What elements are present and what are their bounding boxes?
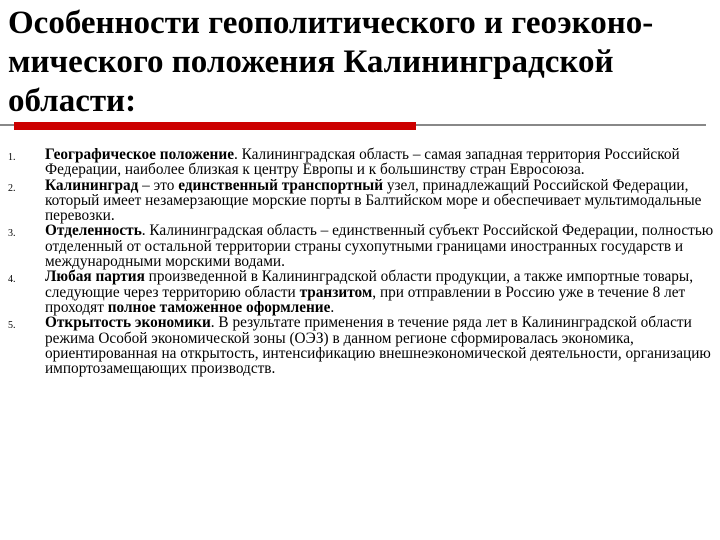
slide-title: Особенности геополитического и геоэконо-мического положения Калининградской области: <box>8 5 654 119</box>
body-text: произведенной в Калининградской области продукции, а также импортные товары, следующие через территорию области <box>45 268 694 301</box>
body-text: – это <box>138 176 179 194</box>
list-item-text <box>45 178 715 224</box>
list-item-text <box>45 315 715 376</box>
emphasis-text: Калининград <box>45 176 139 194</box>
body-text: , при отправлении в Россию уже в течение 8 лет проходят <box>45 283 686 316</box>
list-item-text <box>45 147 715 178</box>
emphasis-text: Отделенность <box>45 222 142 240</box>
body-text: узел, принадлежащий Российской Федерации, который имеет незамерзающие морские порты в Балтийском море и обеспечивает мультимодальные перевозки. <box>45 176 702 225</box>
list-item <box>0 223 720 269</box>
emphasis-text: единственный транспортный <box>178 176 384 194</box>
list-item-number: 2. <box>8 182 16 194</box>
body-text: . Калининградская область – единственный субъект Российской Федерации, полностью отделенный от остальной территории страны сухопутными границами иностранных государств и международными морскими водами. <box>45 222 714 271</box>
list-item <box>0 269 720 315</box>
list-item-number: 5. <box>8 320 16 332</box>
list-item <box>0 315 720 376</box>
emphasis-text: Географическое положение <box>45 146 234 163</box>
numbered-list <box>0 147 720 376</box>
list-item <box>0 147 720 178</box>
body-text: . Калининградская область – самая западная территория Российской Федерации, наиболее близкая к центру Европы и к большинству стран Евросоюза. <box>45 146 680 179</box>
list-item-text <box>45 223 715 269</box>
list-item-text <box>45 269 715 315</box>
emphasis-text: Открытость экономики <box>45 314 211 332</box>
emphasis-text: полное таможенное оформление <box>107 298 331 316</box>
body-text: . <box>330 298 335 316</box>
list-item <box>0 178 720 224</box>
emphasis-text: Любая партия <box>45 268 145 286</box>
list-item-number: 3. <box>8 228 16 240</box>
list-item-number: 4. <box>8 274 16 286</box>
list-item-number: 1. <box>8 152 16 163</box>
title-accent-bar <box>14 122 416 130</box>
emphasis-text: транзитом <box>299 283 373 301</box>
body-text: . В результате применения в течение ряда лет в Калининградской области режима Особой экономической зоны (ОЭЗ) в данном регионе сформировалась экономика, ориентированная на открытость, интенсификацию внешнеэкономической деятельности, организацию импортозамещающих производств. <box>45 314 711 378</box>
